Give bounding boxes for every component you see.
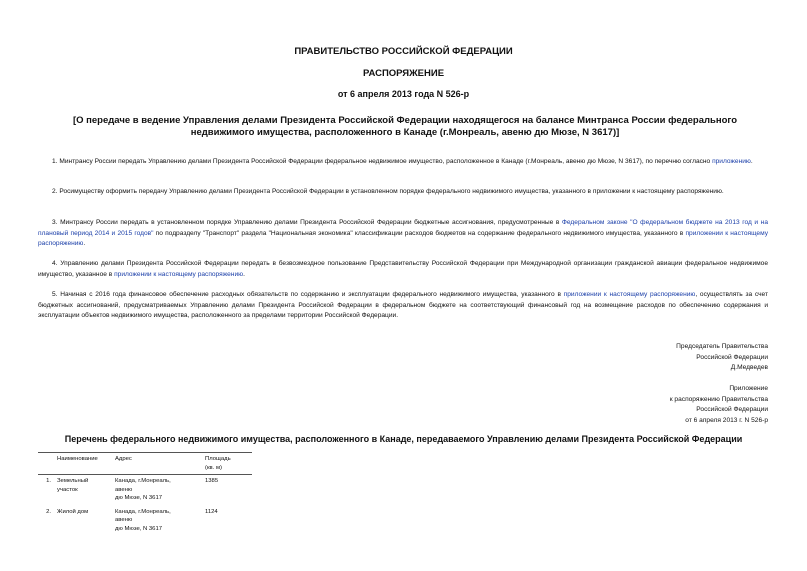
signature-block xyxy=(560,342,768,374)
paragraph-2: 2. Росимуществу оформить передачу Управлению делами Президента Российской Федерации в установленном порядке федерального недвижимого имущества, указанного в приложении к настоящему распоряжению. xyxy=(52,188,724,195)
paragraph-1-text: 1. Минтрансу России передать Управлению делами Президента Российской Федерации федеральное недвижимое имущество, расположенное в Канаде (г.Монреаль, авеню дю Мюзе, N 3617), по перечню согласно xyxy=(52,158,713,165)
header-name: Наименование xyxy=(54,453,112,475)
signature-name: Д.Медведев xyxy=(730,364,768,371)
paragraph-3-text-2: по подразделу "Транспорт" раздела "Национальная экономика" классификации расходов бюджетов на содержание федерального недвижимого имущества, указанного в xyxy=(153,229,686,237)
paragraph-4-text: 4. Управлению делами Президента Российской Федерации передать в безвозмездное пользование Представительству Российской Федерации при Международной организации гражданской авиации федеральное недвижимое имущество, указанное в xyxy=(38,260,768,278)
row-number: 2. xyxy=(46,508,51,515)
paragraph-3 xyxy=(38,218,768,250)
table-row xyxy=(38,475,252,506)
link-appendix[interactable]: приложению xyxy=(712,158,751,165)
header-number xyxy=(38,453,54,475)
row-number: 1. xyxy=(46,478,51,484)
date-heading: от 6 апреля 2013 года N 526-р xyxy=(337,89,470,99)
header-area-line-1: Площадь xyxy=(205,456,231,462)
row-address xyxy=(112,506,202,537)
doc-type-heading: РАСПОРЯЖЕНИЕ xyxy=(362,68,445,79)
paragraph-5-text-2: , осуществлять за счет бюджетных ассигнований, предусматриваемых Управлению делами Президента Российской Федерации в федеральном бюджете на соответствующий финансовый год на возмещение расходов по обеспечению содержания и эксплуатации объектов недвижимого имущества, расположенного за пределами территории Российской Федерации. xyxy=(38,291,769,319)
document-subject: [О передаче в ведение Управления делами Президента Российской Федерации находящегося на балансе Минтранса России федерального недвижимого имущества, расположенного в Канаде (г.Монреаль, авеню дю Мюзе, N 3617)] xyxy=(72,115,738,138)
row-area: 1385 xyxy=(205,478,219,484)
paragraph-3-end: . xyxy=(83,240,86,247)
property-list-title: Перечень федерального недвижимого имущества, расположенного в Канаде, передаваемого Управлению делами Президента Российской Федерации xyxy=(64,434,743,444)
header-area-line-2: (кв. м) xyxy=(205,464,222,471)
link-appendix[interactable]: приложении к настоящему распоряжению xyxy=(38,229,768,247)
paragraph-1 xyxy=(38,157,768,168)
paragraph-4 xyxy=(38,259,768,280)
row-name-line-1: Жилой дом xyxy=(57,508,89,515)
paragraph-3-text-1: 3. Минтрансу России передать в установленном порядке Управлению делами Президента Российской Федерации бюджетные ассигнования, предусмотренные в xyxy=(52,219,562,226)
signature-title-line-1: Председатель Правительства xyxy=(676,343,768,350)
row-address-line-1: Канада, г.Монреаль, xyxy=(115,478,171,484)
appendix-line-1: Приложение xyxy=(729,385,768,392)
signature-title-line-2: Российской Федерации xyxy=(696,353,768,361)
table-row xyxy=(38,506,252,537)
paragraph-1-end: . xyxy=(750,158,753,165)
header-address: Адрес xyxy=(112,453,202,475)
row-name xyxy=(54,475,112,506)
appendix-line-4: от 6 апреля 2013 г. N 526-р xyxy=(685,416,768,424)
row-address-line-3: дю Мюзе, N 3617 xyxy=(115,525,162,532)
property-table xyxy=(38,452,252,536)
row-address-line-3: дю Мюзе, N 3617 xyxy=(115,495,162,501)
row-address-line-2: авеню xyxy=(115,486,133,493)
paragraph-4-end: . xyxy=(243,270,245,278)
row-name xyxy=(54,506,112,537)
row-area: 1124 xyxy=(205,508,218,515)
row-address-line-1: Канада, г.Монреаль, xyxy=(115,508,171,515)
row-address xyxy=(112,475,202,506)
table-header-row xyxy=(38,453,252,475)
row-name-line-2: участок xyxy=(57,486,78,493)
org-heading: ПРАВИТЕЛЬСТВО РОССИЙСКОЙ ФЕДЕРАЦИИ xyxy=(294,46,513,57)
link-appendix[interactable]: приложении к настоящему распоряжению xyxy=(563,291,696,298)
header-area xyxy=(202,453,252,475)
appendix-block xyxy=(560,384,768,426)
link-federal-budget-law[interactable]: Федеральном законе "О федеральном бюджете на 2013 год и на плановый период 2014 и 2015 годов" xyxy=(38,219,768,237)
appendix-line-2: к распоряжению Правительства xyxy=(669,395,768,403)
row-address-line-2: авеню xyxy=(115,517,133,523)
paragraph-5 xyxy=(38,290,768,322)
appendix-line-3: Российской Федерации xyxy=(696,406,768,413)
paragraph-5-text-1: 5. Начиная с 2016 года финансовое обеспечение расходных обязательств по содержанию и эксплуатации федерального недвижимого имущества, указанного в xyxy=(52,291,564,298)
link-appendix[interactable]: приложении к настоящему распоряжению xyxy=(114,270,244,278)
row-name-line-1: Земельный xyxy=(57,478,89,484)
